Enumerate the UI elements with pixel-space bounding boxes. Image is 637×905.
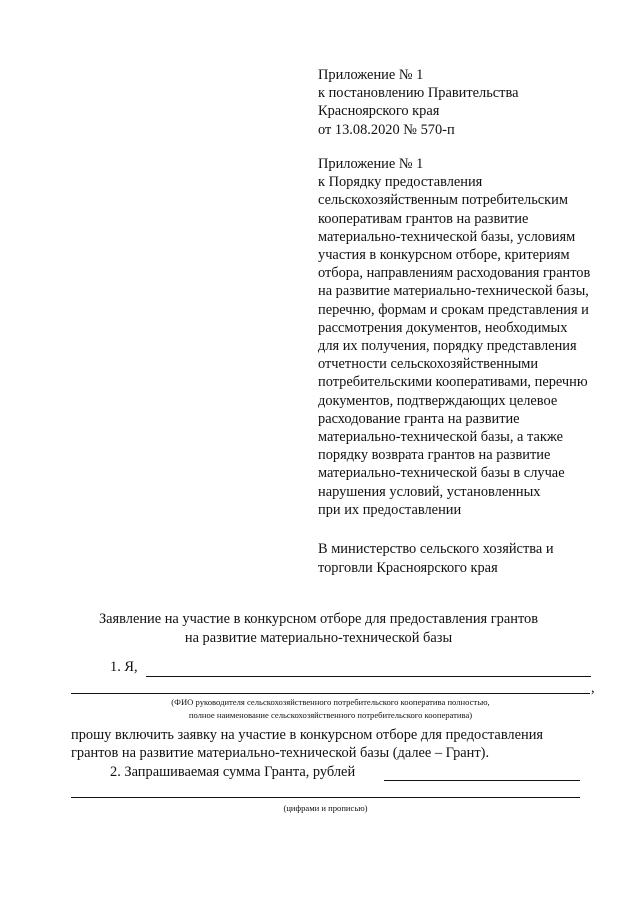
annex-header-line: Приложение № 1 (318, 67, 424, 83)
annex-order-line: участия в конкурсном отборе, критериям (318, 247, 570, 264)
annex-order-line: отбора, направлениям расходования грантов (318, 265, 591, 282)
annex-order-line: к Порядку предоставления (318, 174, 483, 191)
document-title (0, 610, 637, 648)
request-line-1: прошу включить заявку на участие в конкурсном отборе для предоставления (71, 727, 544, 743)
annex-order-line: Приложение № 1 (318, 156, 424, 172)
annex-order-line: перечню, формам и срокам представления и (318, 301, 589, 318)
annex-order-line: сельскохозяйственным потребительским (318, 192, 568, 209)
fio-hint-1: (ФИО руководителя сельскохозяйственного потребительского кооператива полностью, (171, 697, 490, 707)
annex-order-line: материально-технической базы, а также (318, 429, 563, 446)
item1-label: 1. Я, (110, 659, 138, 675)
annex-order-line: материально-технической базы в случае (318, 465, 565, 482)
annex-order-line: отчетности сельскохозяйственными (318, 356, 539, 373)
annex-order-line: расходование гранта на развитие (318, 410, 520, 427)
annex-order-line: материально-технической базы, условиям (318, 228, 576, 245)
comma: , (591, 680, 595, 696)
annex-header-line: Красноярского края (318, 103, 440, 120)
annex-order-line: потребительскими кооперативами, перечню (318, 374, 588, 391)
annex-order-line: при их предоставлении (318, 501, 462, 518)
annex-order-line: для их получения, порядку представления (318, 338, 577, 355)
amount-input-line-2[interactable] (71, 797, 580, 798)
document-title-line: Заявление на участие в конкурсном отборе для предоставления грантов (98, 611, 539, 627)
document-title-line: на развитие материально-технической базы (184, 630, 453, 646)
annex-order-line: кооперативам грантов на развитие (318, 210, 529, 227)
annex-header (318, 66, 618, 139)
item2-label: 2. Запрашиваемая сумма Гранта, рублей (110, 764, 356, 780)
fio-input-line-1[interactable] (146, 676, 591, 677)
annex-order (318, 155, 618, 519)
annex-order-line: нарушения условий, установленных (318, 483, 541, 500)
addressee-line: В министерство сельского хозяйства и (318, 541, 554, 557)
request-line-2: грантов на развитие материально-технической базы (далее – Грант). (71, 745, 490, 761)
annex-order-line: документов, подтверждающих целевое (318, 392, 558, 409)
annex-header-line: к постановлению Правительства (318, 85, 519, 102)
annex-header-line: от 13.08.2020 № 570-п (318, 121, 455, 138)
amount-hint: (цифрами и прописью) (283, 803, 368, 813)
fio-input-line-2[interactable] (71, 693, 590, 694)
amount-input-line-1[interactable] (384, 780, 580, 781)
fio-hint-2: полное наименование сельскохозяйственного потребительского кооператива) (188, 710, 473, 720)
annex-order-line: порядку возврата грантов на развитие (318, 447, 551, 464)
addressee (318, 540, 618, 578)
addressee-line: торговли Красноярского края (318, 560, 498, 576)
annex-order-line: на развитие материально-технической базы, (318, 283, 589, 300)
annex-order-line: рассмотрения документов, необходимых (318, 319, 568, 336)
